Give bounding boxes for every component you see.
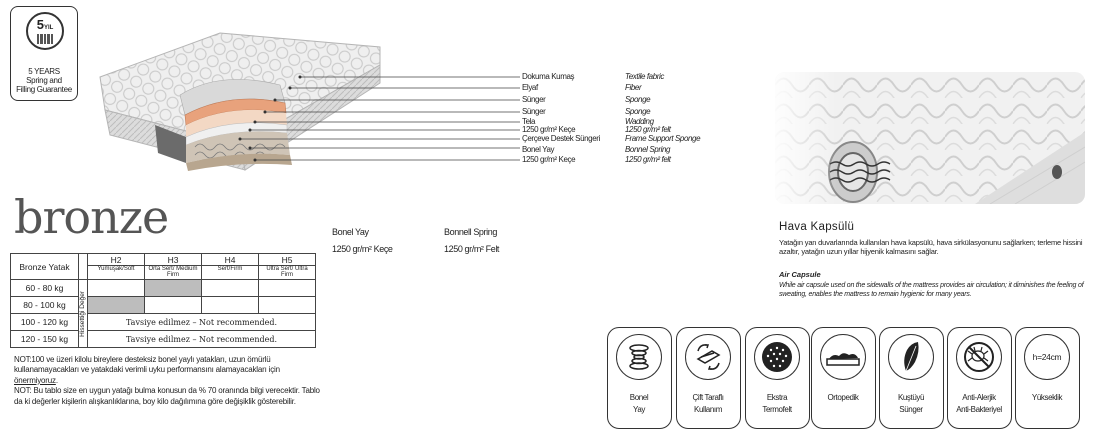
firmness-table bbox=[10, 253, 316, 348]
side-label: Hissettiği Değer bbox=[79, 290, 86, 337]
recommended-cell bbox=[145, 280, 202, 297]
level-desc: Ultra Sert/ Ultra Firm bbox=[259, 266, 316, 280]
spec-spring-tr: Bonel Yay bbox=[332, 227, 369, 237]
feature-line-1: Ekstra bbox=[766, 393, 788, 402]
height-icon bbox=[1024, 334, 1070, 380]
layer-label-en: Textile fabric bbox=[625, 72, 665, 81]
spring-bars-icon bbox=[37, 34, 53, 44]
feature-bonnell-spring bbox=[607, 327, 672, 429]
guarantee-line-2: Spring and bbox=[26, 76, 62, 85]
feature-line-1: Yükseklik bbox=[1031, 393, 1063, 402]
recommended-cell bbox=[88, 297, 145, 314]
level-desc: Yumuşak/Soft bbox=[88, 266, 145, 280]
feature-line-2: Kullanım bbox=[694, 405, 722, 414]
feature-line-1: Çift Taraflı bbox=[692, 393, 724, 402]
weight-range: 60 - 80 kg bbox=[11, 280, 79, 297]
feature-line-1: Kuştüyü bbox=[897, 393, 925, 402]
layer-label-tr: Çerçeve Destek Süngeri bbox=[522, 134, 600, 143]
feature-anti-allergic bbox=[947, 327, 1012, 429]
weight-range: 80 - 100 kg bbox=[11, 297, 79, 314]
feature-line-2: Sünger bbox=[899, 405, 923, 414]
layer-label-tr: 1250 gr/m² Keçe bbox=[522, 125, 576, 134]
feature-orthopedic bbox=[811, 327, 876, 429]
layer-label-en: Sponge bbox=[625, 107, 651, 116]
guarantee-years: 5 bbox=[36, 17, 44, 32]
notes bbox=[14, 355, 324, 407]
table-corner-label: Bronze Yatak bbox=[11, 254, 79, 280]
weight-range: 120 - 150 kg bbox=[11, 331, 79, 348]
level-code: H2 bbox=[88, 254, 145, 266]
table-row bbox=[11, 280, 316, 297]
air-capsule-text-en: While air capsule used on the sidewalls of the mattress provides air circulation; it diminishes the feeling of sweating, enables the mattress to remain hygienic for many years. bbox=[779, 282, 1084, 299]
level-desc: Orta Sert/ Medium Firm bbox=[145, 266, 202, 280]
layer-label-tr: Sünger bbox=[522, 107, 546, 116]
layer-label-en: Frame Support Sponge bbox=[625, 134, 701, 143]
feature-height bbox=[1015, 327, 1080, 429]
guarantee-unit: YIL bbox=[43, 25, 54, 31]
layer-label-en: Sponge bbox=[625, 95, 651, 104]
layer-label-tr: 1250 gr/m² Keçe bbox=[522, 155, 576, 164]
layer-label-tr: Bonel Yay bbox=[522, 145, 555, 154]
note-2: NOT: Bu tablo size en uygun yatağı bulma konusun da % 70 oranında bilgi verecektir. Tablo da ki değerler kişilerin alışkanlıklarına, boy kilo dağılımına göre değişiklik gösterebilir. bbox=[14, 386, 320, 406]
layer-leader-lines bbox=[180, 60, 525, 170]
feather-icon bbox=[888, 334, 934, 380]
feature-line-1: Bonel bbox=[629, 393, 649, 402]
level-desc: Sert/Firm bbox=[202, 266, 259, 280]
feature-line-2: Yay bbox=[633, 405, 645, 414]
note-1: NOT:100 ve üzeri kilolu bireylere desteksiz bonel yaylı yatakları, uzun ömürlü kullanamayacakları ve yatakdaki verimli uyku performansını alamayacakları için önermiyoruz. bbox=[14, 355, 280, 385]
layer-label-en: 1250 gr/m² felt bbox=[625, 155, 671, 164]
layer-label-tr: Dokuma Kumaş bbox=[522, 72, 575, 81]
feature-line-1: Anti-Alerjik bbox=[962, 393, 996, 402]
feature-felt bbox=[745, 327, 810, 429]
layer-label-en: 1250 gr/m² felt bbox=[625, 125, 671, 134]
spec-spring-en: Bonnell Spring bbox=[444, 227, 497, 237]
level-code: H4 bbox=[202, 254, 259, 266]
air-capsule-text-tr: Yatağın yan duvarlarında kullanılan hava kapsülü, hava sirkülasyonunu sağlarken; terleme hissini azaltır, yatağın uzun yıllar hijyenik kalmasını sağlar. bbox=[779, 238, 1083, 257]
guarantee-line-3: Filling Guarantee bbox=[16, 85, 72, 94]
feature-line-1: Ortopedik bbox=[827, 393, 859, 402]
layer-label-tr: Tela bbox=[522, 117, 536, 126]
table-row bbox=[11, 331, 316, 348]
not-recommended-cell: Tavsiye edilmez – Not recommended. bbox=[88, 331, 316, 348]
air-capsule-title: Hava Kapsülü bbox=[779, 221, 855, 233]
note-1-emphasis: önermiyoruz bbox=[14, 375, 56, 385]
level-code: H5 bbox=[259, 254, 316, 266]
guarantee-line-1: 5 YEARS bbox=[28, 67, 60, 76]
felt-icon bbox=[754, 334, 800, 380]
guarantee-badge bbox=[10, 6, 78, 101]
air-capsule-photo bbox=[775, 72, 1085, 204]
layer-label-tr: Sünger bbox=[522, 95, 546, 104]
product-title: bronze bbox=[14, 190, 169, 244]
feature-feather bbox=[879, 327, 944, 429]
level-code: H3 bbox=[145, 254, 202, 266]
height-value: h=24cm bbox=[1032, 352, 1062, 362]
layer-label-en: Bonnel Spring bbox=[625, 145, 671, 154]
anti-allergic-icon bbox=[956, 334, 1002, 380]
spec-felt-en: 1250 gr/m² Felt bbox=[444, 244, 500, 254]
layer-label-tr: Elyaf bbox=[522, 83, 538, 92]
table-row bbox=[11, 297, 316, 314]
orthopedic-icon bbox=[820, 334, 866, 380]
double-sided-icon bbox=[685, 334, 731, 380]
feature-line-2: Termofelt bbox=[762, 405, 792, 414]
table-row bbox=[11, 314, 316, 331]
layer-label-en: Fiber bbox=[625, 83, 642, 92]
feature-line-2: Anti-Bakteriyel bbox=[956, 405, 1002, 414]
not-recommended-cell: Tavsiye edilmez – Not recommended. bbox=[88, 314, 316, 331]
spec-felt-tr: 1250 gr/m² Keçe bbox=[332, 244, 393, 254]
weight-range: 100 - 120 kg bbox=[11, 314, 79, 331]
feature-double-sided bbox=[676, 327, 741, 429]
layer-label-en: Wadding bbox=[625, 117, 654, 126]
air-capsule-subtitle: Air Capsule bbox=[779, 270, 821, 279]
bonnell-spring-icon bbox=[616, 334, 662, 380]
guarantee-seal-icon bbox=[26, 12, 64, 50]
